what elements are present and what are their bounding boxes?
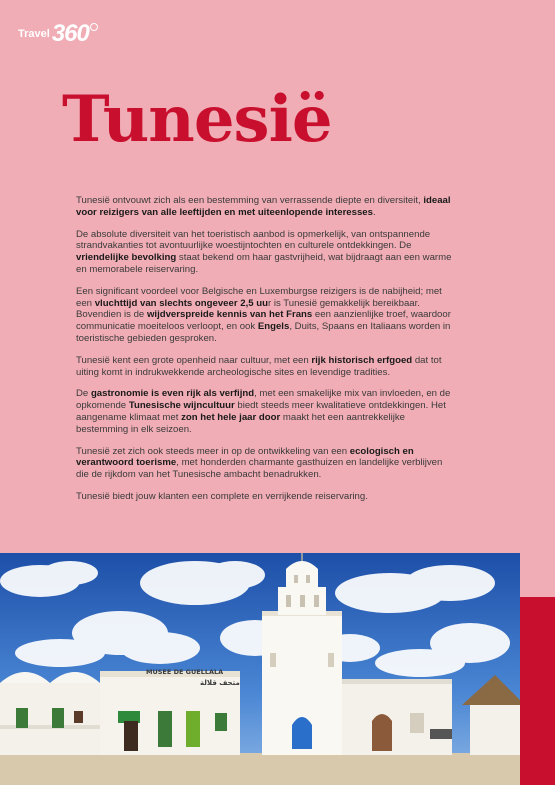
bold-text: zon het hele jaar door [181,411,281,423]
museum-illustration [0,553,520,785]
text-run: , met een smakelijke mix van invloeden, en de opkomende [76,388,451,412]
bold-text: wijdverspreide kennis van het Frans [146,309,313,321]
left-building [0,672,100,755]
museum-sign-left: MUSEE DE GUELLALA [146,668,224,676]
bold-text: Engels [257,321,290,333]
paragraph-3 [76,286,456,345]
museum-photo [0,553,520,785]
bold-text: vluchttijd van slechts ongeveer 2,5 uu [94,297,268,309]
travel360-logo [18,22,98,46]
bold-text: ecologisch en verantwoord toerisme [76,445,414,469]
text-run: r is Tunesië gemakkelijk bereikbaar. Bovendien is de [76,297,420,321]
bold-text: ideaal voor reizigers van alle leeftijden en met uiteenlopende interesses [76,195,451,218]
body-text [76,195,456,513]
right-building [342,679,452,755]
paragraph-6 [76,446,456,481]
text-run: . [372,206,376,218]
bold-text: vriendelijke bevolking [76,252,177,264]
mid-building [100,668,240,755]
text-run: , met honderden charmante gasthuizen en landelijke verblijven die de rijkdom van het Tunesische ambacht benadrukken. [76,457,443,481]
text-run: Tunesië biedt jouw klanten een complete en verrijkende reiservaring. [76,490,368,502]
text-run: dat tot uiting komt in indrukwekkende archeologische sites en levendige tradities. [76,354,442,378]
ground [0,753,520,785]
text-run: maakt het een aantrekkelijke bestemming in elk seizoen. [76,411,406,435]
bold-text: gastronomie is even rijk als verfijnd [90,388,255,400]
text-run: De [76,388,91,400]
red-accent-bar [520,597,555,785]
text-run: Tunesië kent een grote openheid naar cultuur, met een [76,354,312,366]
logo-travel-text: Travel [18,28,50,40]
text-run: , Duits, Spaans en Italiaans worden in toeristische gebieden gesproken. [76,321,451,344]
text-run: Tunesië ontvouwt zich als een bestemming van verrassende diepte en diversiteit, [76,195,424,206]
text-run: een aanzienlijke troef, waardoor communicatie moeiteloos verloopt, en ook [76,309,451,333]
text-run: staat bekend om haar gastvrijheid, wat bijdraagt aan een warme en memorabele reiservaring. [76,252,452,275]
text-run: Een significant voordeel voor Belgische en Luxemburgse reizigers is de nabijheid; met een [76,285,442,309]
bold-text: Tunesische wijncultuur [128,400,235,412]
degree-icon [90,23,98,31]
paragraph-4 [76,355,456,379]
bold-text: rijk historisch erfgoed [311,354,413,366]
logo-360-text: 360 [51,20,89,47]
paragraph-1 [76,195,456,219]
paragraph-5 [76,388,456,435]
page-title: Tunesië [62,82,332,157]
text-run: De absolute diversiteit van het toeristisch aanbod is opmerkelijk, van ontspannende strandvakanties tot avontuurlijke woestijntochten en culturele ontdekkingen. De [76,228,431,252]
paragraph-7 [76,491,456,503]
museum-sign-right: متحف قلالة [200,679,240,687]
text-run: biedt steeds meer kwalitatieve ontdekkingen. Het aangename klimaat met [76,400,446,423]
text-run: Tunesië zet zich ook steeds meer in op de ontwikkeling van een [76,445,350,457]
paragraph-2 [76,229,456,276]
